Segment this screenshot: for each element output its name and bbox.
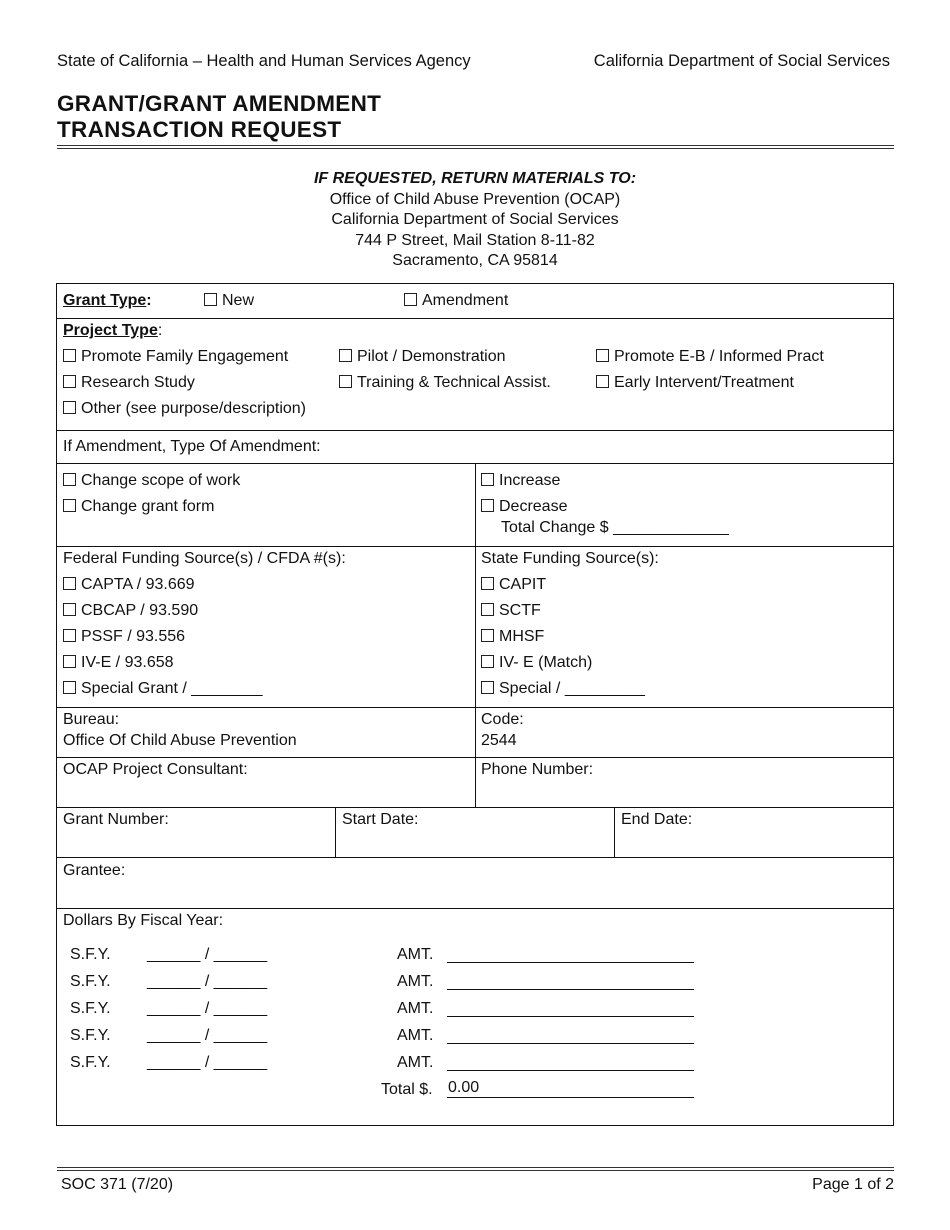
phone-label: Phone Number:: [481, 761, 594, 778]
grant-number-label: Grant Number:: [63, 811, 169, 828]
department-name: California Department of Social Services: [593, 52, 890, 70]
total-field-line: [447, 1097, 694, 1098]
sfy-label: S.F.Y.: [70, 1054, 111, 1071]
total-change-field[interactable]: Total Change $ _____________: [501, 519, 729, 536]
checkbox-icon[interactable]: [339, 375, 352, 388]
amt-label: AMT.: [397, 1027, 434, 1044]
checkbox-icon[interactable]: [481, 681, 494, 694]
project-type-option[interactable]: Early Intervent/Treatment: [596, 373, 794, 393]
project-type-option[interactable]: Promote E-B / Informed Pract: [596, 347, 824, 367]
amt-field[interactable]: [447, 1070, 694, 1071]
sfy-label: S.F.Y.: [70, 973, 111, 990]
return-line1: Office of Child Abuse Prevention (OCAP): [329, 190, 621, 208]
divider: [57, 430, 893, 431]
checkbox-icon[interactable]: [596, 375, 609, 388]
return-line3: 744 P Street, Mail Station 8-11-82: [355, 231, 595, 249]
form-id: SOC 371 (7/20): [61, 1176, 174, 1193]
federal-funding-option[interactable]: PSSF / 93.556: [63, 627, 185, 647]
amendment-option[interactable]: Change grant form: [63, 497, 214, 517]
form-title-line2: TRANSACTION REQUEST: [57, 117, 342, 142]
checkbox-icon[interactable]: [481, 603, 494, 616]
code-label: Code:: [481, 711, 524, 728]
column-divider: [475, 463, 476, 808]
title-divider: [57, 145, 894, 149]
amt-label: AMT.: [397, 1000, 434, 1017]
fiscal-label: Dollars By Fiscal Year:: [63, 912, 224, 929]
checkbox-icon[interactable]: [63, 349, 76, 362]
code-value[interactable]: 2544: [481, 732, 517, 749]
total-label: Total $.: [381, 1081, 433, 1098]
project-type-option[interactable]: Promote Family Engagement: [63, 347, 288, 367]
page-number: Page 1 of 2: [812, 1176, 894, 1193]
checkbox-icon[interactable]: [596, 349, 609, 362]
amt-label: AMT.: [397, 973, 434, 990]
checkbox-icon[interactable]: [204, 293, 217, 306]
amendment-option[interactable]: Change scope of work: [63, 471, 240, 491]
grantee-label: Grantee:: [63, 862, 126, 879]
state-funding-label: State Funding Source(s):: [481, 550, 659, 567]
return-line2: California Department of Social Services: [331, 211, 619, 228]
project-type-option[interactable]: Training & Technical Assist.: [339, 373, 551, 393]
amendment-increase[interactable]: Increase: [481, 471, 560, 491]
state-funding-option[interactable]: MHSF: [481, 627, 544, 647]
grant-type-amendment[interactable]: Amendment: [404, 291, 508, 311]
return-address: [0, 169, 950, 272]
sfy-field[interactable]: ______ / ______: [147, 1027, 268, 1044]
bureau-label: Bureau:: [63, 711, 120, 728]
return-heading: IF REQUESTED, RETURN MATERIALS TO:: [313, 170, 637, 187]
grant-type-label: Grant Type:: [63, 292, 152, 309]
checkbox-icon[interactable]: [63, 655, 76, 668]
bureau-value[interactable]: Office Of Child Abuse Prevention: [63, 732, 297, 749]
divider: [57, 857, 893, 858]
sfy-label: S.F.Y.: [70, 1027, 111, 1044]
amendment-type-label: If Amendment, Type Of Amendment:: [63, 438, 321, 455]
sfy-field[interactable]: ______ / ______: [147, 1000, 268, 1017]
total-value[interactable]: 0.00: [448, 1079, 480, 1096]
federal-funding-option[interactable]: CAPTA / 93.669: [63, 575, 195, 595]
form-frame: [56, 283, 894, 1126]
column-divider: [614, 807, 615, 858]
divider: [57, 318, 893, 319]
checkbox-icon[interactable]: [63, 473, 76, 486]
checkbox-icon[interactable]: [481, 473, 494, 486]
federal-funding-label: Federal Funding Source(s) / CFDA #(s):: [63, 550, 346, 567]
federal-funding-option[interactable]: Special Grant / ________: [63, 679, 262, 699]
checkbox-icon[interactable]: [63, 681, 76, 694]
checkbox-icon[interactable]: [63, 375, 76, 388]
grant-type-new[interactable]: New: [204, 291, 254, 311]
footer-divider: [57, 1167, 894, 1171]
amt-field[interactable]: [447, 989, 694, 990]
checkbox-icon[interactable]: [63, 603, 76, 616]
project-type-option[interactable]: Other (see purpose/description): [63, 399, 306, 419]
checkbox-icon[interactable]: [63, 499, 76, 512]
checkbox-icon[interactable]: [481, 499, 494, 512]
federal-funding-option[interactable]: IV-E / 93.658: [63, 653, 174, 673]
checkbox-icon[interactable]: [63, 577, 76, 590]
form-title: [57, 91, 381, 143]
sfy-field[interactable]: ______ / ______: [147, 946, 268, 963]
form-title-line1: GRANT/GRANT AMENDMENT: [57, 91, 382, 116]
sfy-field[interactable]: ______ / ______: [147, 1054, 268, 1071]
checkbox-icon[interactable]: [481, 577, 494, 590]
sfy-label: S.F.Y.: [70, 1000, 111, 1017]
checkbox-icon[interactable]: [339, 349, 352, 362]
checkbox-icon[interactable]: [63, 401, 76, 414]
state-funding-option[interactable]: IV- E (Match): [481, 653, 592, 673]
column-divider: [335, 807, 336, 858]
amt-field[interactable]: [447, 1016, 694, 1017]
agency-name: State of California – Health and Human Services Agency: [57, 52, 471, 70]
amt-field[interactable]: [447, 962, 694, 963]
checkbox-icon[interactable]: [404, 293, 417, 306]
divider: [57, 908, 893, 909]
sfy-label: S.F.Y.: [70, 946, 111, 963]
project-type-option[interactable]: Research Study: [63, 373, 195, 393]
state-funding-option[interactable]: SCTF: [481, 601, 541, 621]
end-date-label: End Date:: [621, 811, 693, 828]
amt-label: AMT.: [397, 1054, 434, 1071]
federal-funding-option[interactable]: CBCAP / 93.590: [63, 601, 198, 621]
start-date-label: Start Date:: [342, 811, 419, 828]
project-type-option[interactable]: Pilot / Demonstration: [339, 347, 506, 367]
sfy-field[interactable]: ______ / ______: [147, 973, 268, 990]
amt-label: AMT.: [397, 946, 434, 963]
state-funding-option[interactable]: Special / _________: [481, 679, 645, 699]
checkbox-icon[interactable]: [481, 629, 494, 642]
project-type-label: Project Type:: [63, 322, 163, 339]
state-funding-option[interactable]: CAPIT: [481, 575, 546, 595]
amendment-decrease[interactable]: Decrease: [481, 497, 567, 517]
checkbox-icon[interactable]: [481, 655, 494, 668]
consultant-label: OCAP Project Consultant:: [63, 761, 248, 778]
checkbox-icon[interactable]: [63, 629, 76, 642]
return-line4: Sacramento, CA 95814: [392, 252, 558, 269]
amt-field[interactable]: [447, 1043, 694, 1044]
